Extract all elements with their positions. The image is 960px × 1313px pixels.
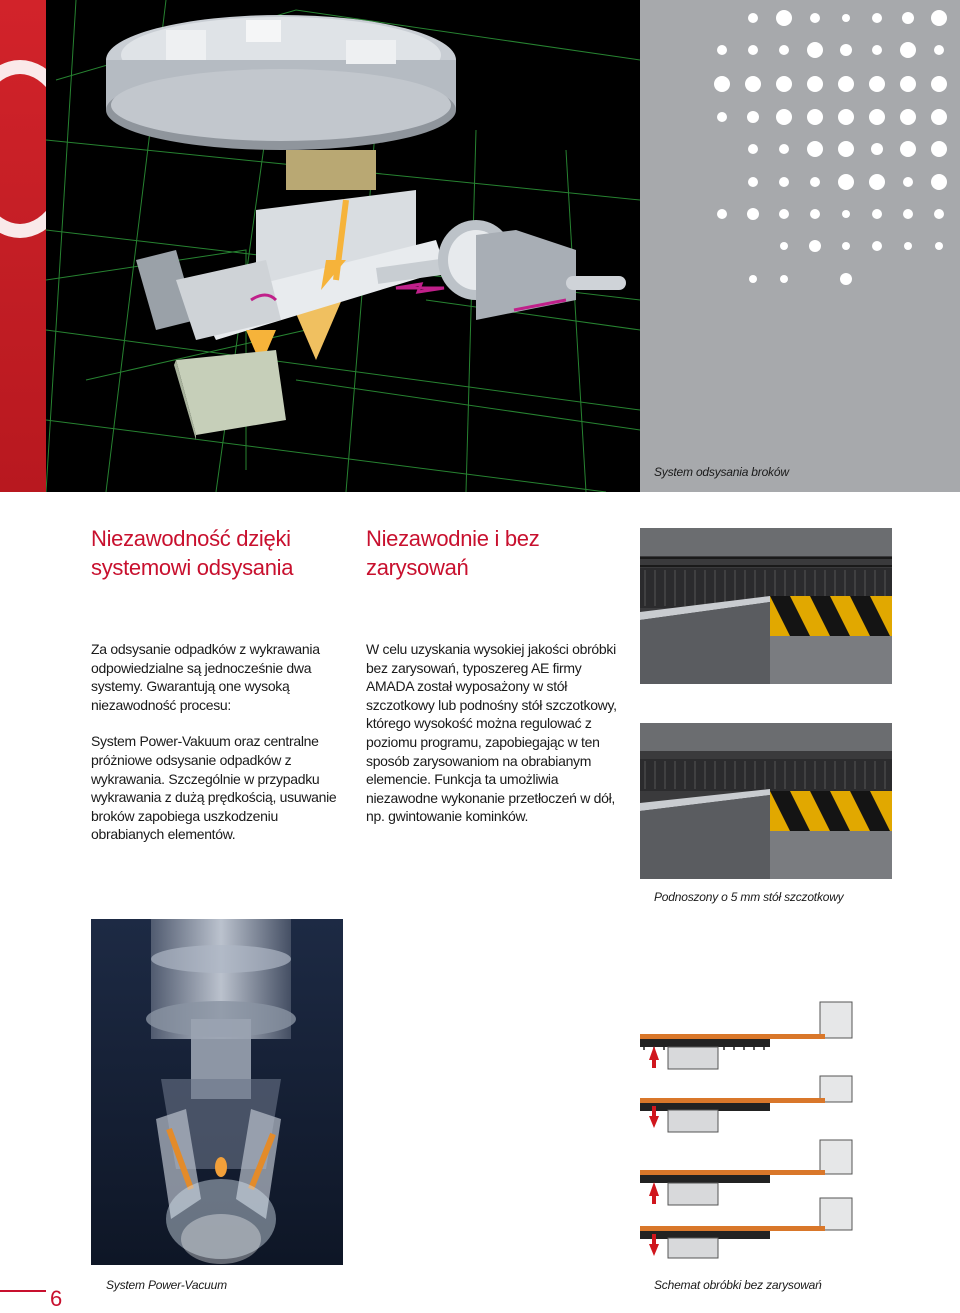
heading-scratch-free	[366, 524, 539, 582]
heading-line: zarysowań	[366, 555, 469, 580]
vacuum-system-illustration	[46, 0, 640, 492]
paragraph: Za odsysanie odpadków z wykrawania odpowiedzialne są jednocześnie dwa systemy. Gwarantują one wysoką niezawodność procesu:	[91, 641, 320, 713]
page-rule	[0, 1290, 46, 1292]
heading-line: systemowi odsysania	[91, 555, 294, 580]
page-number: 6	[50, 1286, 63, 1311]
grey-side-panel	[640, 0, 960, 492]
power-vacuum-caption: System Power-Vacuum	[106, 1278, 227, 1292]
brush-table-caption: Podnoszony o 5 mm stół szczotkowy	[654, 890, 844, 904]
brand-red-strip	[0, 0, 46, 492]
hero-caption: System odsysania broków	[654, 465, 789, 479]
paragraph: System Power-Vakuum oraz centralne próżniowe odsysanie odpadków z wykrawania. Szczególnie w przypadku wykrawania z dużą prędkością, usuwanie broków zapobiega uszkodzeniu obrabianych elementów.	[91, 733, 337, 843]
power-vacuum-photo	[91, 919, 343, 1265]
paragraph: W celu uzyskania wysokiej jakości obróbki bez zarysowań, typoszereg AE firmy AMADA został wyposażony w stół szczotkowy lub podnośny stół szczotkowy, którego wysokość można regulować z poziomu programu, zapobiegając w ten sposób zarysowaniom na obrabianym elemencie. Funkcja ta umożliwia niezawodne wykonanie przetłoczeń w dół, np. gwintowanie kominków.	[366, 641, 617, 825]
right-column-text	[366, 640, 621, 826]
heading-vacuum-reliability	[91, 524, 293, 582]
decorative-dot-pattern	[640, 0, 960, 300]
brush-table-photo-top	[640, 528, 892, 684]
left-column-text	[91, 640, 341, 844]
heading-line: Niezawodność dzięki	[91, 526, 291, 551]
schema-caption: Schemat obróbki bez zarysowań	[654, 1278, 822, 1292]
brush-table-photo-bottom	[640, 723, 892, 879]
heading-line: Niezawodnie i bez	[366, 526, 540, 551]
scratch-free-schema	[640, 1000, 855, 1260]
hero-image	[0, 0, 640, 492]
